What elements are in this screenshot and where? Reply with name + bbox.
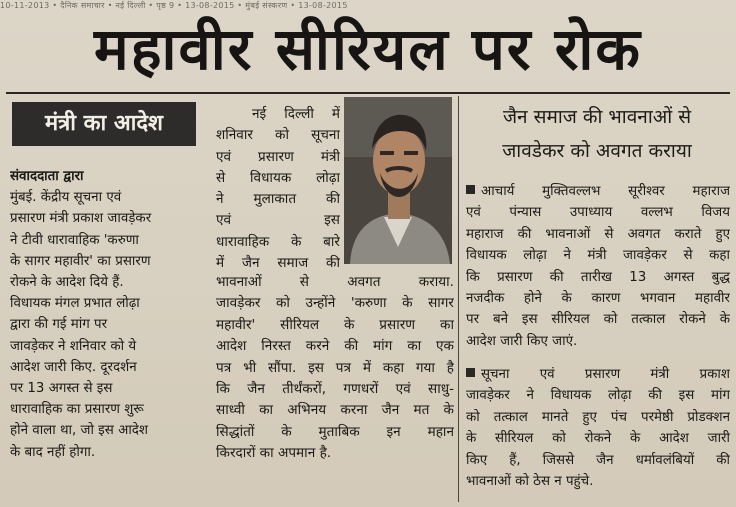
text-line: कि जैन तीर्थंकरों, गणधरों एवं साधु- — [216, 381, 454, 398]
text-line: नई दिल्ली में — [252, 106, 340, 122]
text-line: आदेश जारी किए जाएं. — [466, 333, 578, 349]
text-line: प्रसारण मंत्री प्रकाश जावड़ेकर — [10, 211, 152, 227]
text-line: किए हैं, जिससे जैन धर्मावलंबियों की — [466, 452, 730, 468]
text-line: मुंबई. केंद्रीय सूचना एवं — [10, 190, 122, 206]
text-line: नजदीक होने के कारण भगवान महावीर — [466, 291, 730, 307]
right-paragraph-2 — [466, 364, 730, 492]
middle-column-bottom — [216, 272, 454, 465]
person-photo — [344, 97, 452, 264]
text-line: महाराज की भावनाओं से अवगत कराते हुए — [466, 226, 730, 242]
text-line: कि प्रसारण की तारीख 13 अगस्त बुद्ध — [466, 269, 730, 285]
text-line: जावड़ेकर को उन्होंने 'करुणा के सागर — [216, 295, 454, 312]
text-line: एवं पंन्यास उपाध्याय वल्लभ विजय — [466, 205, 730, 221]
text-line: पत्र भी सौंपा. इस पत्र में कहा गया है — [216, 359, 454, 376]
text-line: को तत्काल मानते हुए पंच परमेष्ठी प्रोडक्शन — [466, 409, 730, 425]
text-line: ने मुलाकात की — [216, 191, 340, 208]
text-line: धारावाहिक का प्रसारण शुरू — [10, 402, 144, 418]
text-line: विधायक मंगल प्रभात लोढ़ा — [10, 296, 140, 312]
text-line: भावनाओं से अवगत कराया. — [216, 274, 454, 290]
text-line: द्वारा की गई मांग पर — [10, 317, 108, 333]
portrait-illustration — [344, 97, 452, 264]
text-line: महावीर' सीरियल के प्रसारण का — [216, 316, 454, 333]
text-line: साध्वी का अभिनय करना जैन मत के — [216, 402, 454, 419]
text-line: के सीरियल को रोकने के आदेश जारी — [466, 431, 730, 447]
text-line: आदेश निरस्त करने की मांग का एक — [216, 338, 454, 355]
right-paragraph-1 — [466, 181, 730, 352]
text-line: शनिवार को सूचना — [216, 127, 340, 144]
text-line: सूचना एवं प्रसारण मंत्री प्रकाश — [466, 364, 730, 385]
sub-headline — [466, 100, 728, 168]
text-line: आदेश जारी किए. दूरदर्शन — [10, 359, 137, 375]
middle-column-top — [216, 104, 340, 274]
headline: महावीर सीरियल पर रोक — [94, 15, 642, 83]
column-divider — [458, 96, 459, 502]
sub-headline-line: जावडेकर को अवगत कराया — [502, 140, 692, 162]
masthead-strip: 10-11-2013 • दैनिक समाचार • नई दिल्ली • पृष्ठ 9 • 13-08-2015 • मुंबई संस्करण • 13-08-2015 — [0, 1, 348, 10]
text-line: जावड़ेकर ने विधायक लोढ़ा की इस मांग — [466, 388, 730, 404]
text-line: किरदारों का अपमान है. — [216, 445, 332, 462]
dateline: संवाददाता द्वारा — [10, 169, 84, 184]
left-column — [10, 166, 210, 463]
square-bullet-icon — [466, 185, 475, 194]
text-line: जावड़ेकर ने शनिवार को ये — [10, 338, 137, 354]
text-line: में जैन समाज की — [216, 255, 340, 272]
section-badge: मंत्री का आदेश — [12, 102, 196, 146]
text-line: विधायक लोढ़ा ने मंत्री जावड़ेकर से कहा — [466, 248, 730, 264]
text-line: सिद्धांतों के मुताबिक इन महान — [216, 423, 454, 440]
text-line: धारावाहिक के बारे — [216, 233, 340, 250]
text-line: एवं इस — [216, 212, 340, 229]
text-line: ने टीवी धारावाहिक 'करुणा — [10, 232, 139, 248]
text-line: से विधायक लोढ़ा — [216, 169, 340, 186]
text-line: एवं प्रसारण मंत्री — [216, 148, 340, 165]
text-line: पर 13 अगस्त से इस — [10, 381, 113, 397]
headline-rule — [6, 92, 730, 94]
square-bullet-icon — [466, 368, 475, 377]
text-line: होने वाला था, जो इस आदेश — [10, 423, 148, 439]
text-line: पर बने इस सीरियल को तत्काल रोकने के — [466, 312, 730, 328]
text-line: के बाद नहीं होगा. — [10, 444, 96, 460]
sub-headline-line: जैन समाज की भावनाओं से — [502, 106, 692, 128]
text-line: रोकने के आदेश दिये हैं. — [10, 275, 124, 291]
text-line: के सागर महावीर' का प्रसारण — [10, 253, 151, 269]
text-line: भावनाओं को ठेस न पहुंचे. — [466, 474, 594, 490]
text-line: आचार्य मुक्तिवल्लभ सूरीश्वर महाराज — [466, 181, 730, 202]
